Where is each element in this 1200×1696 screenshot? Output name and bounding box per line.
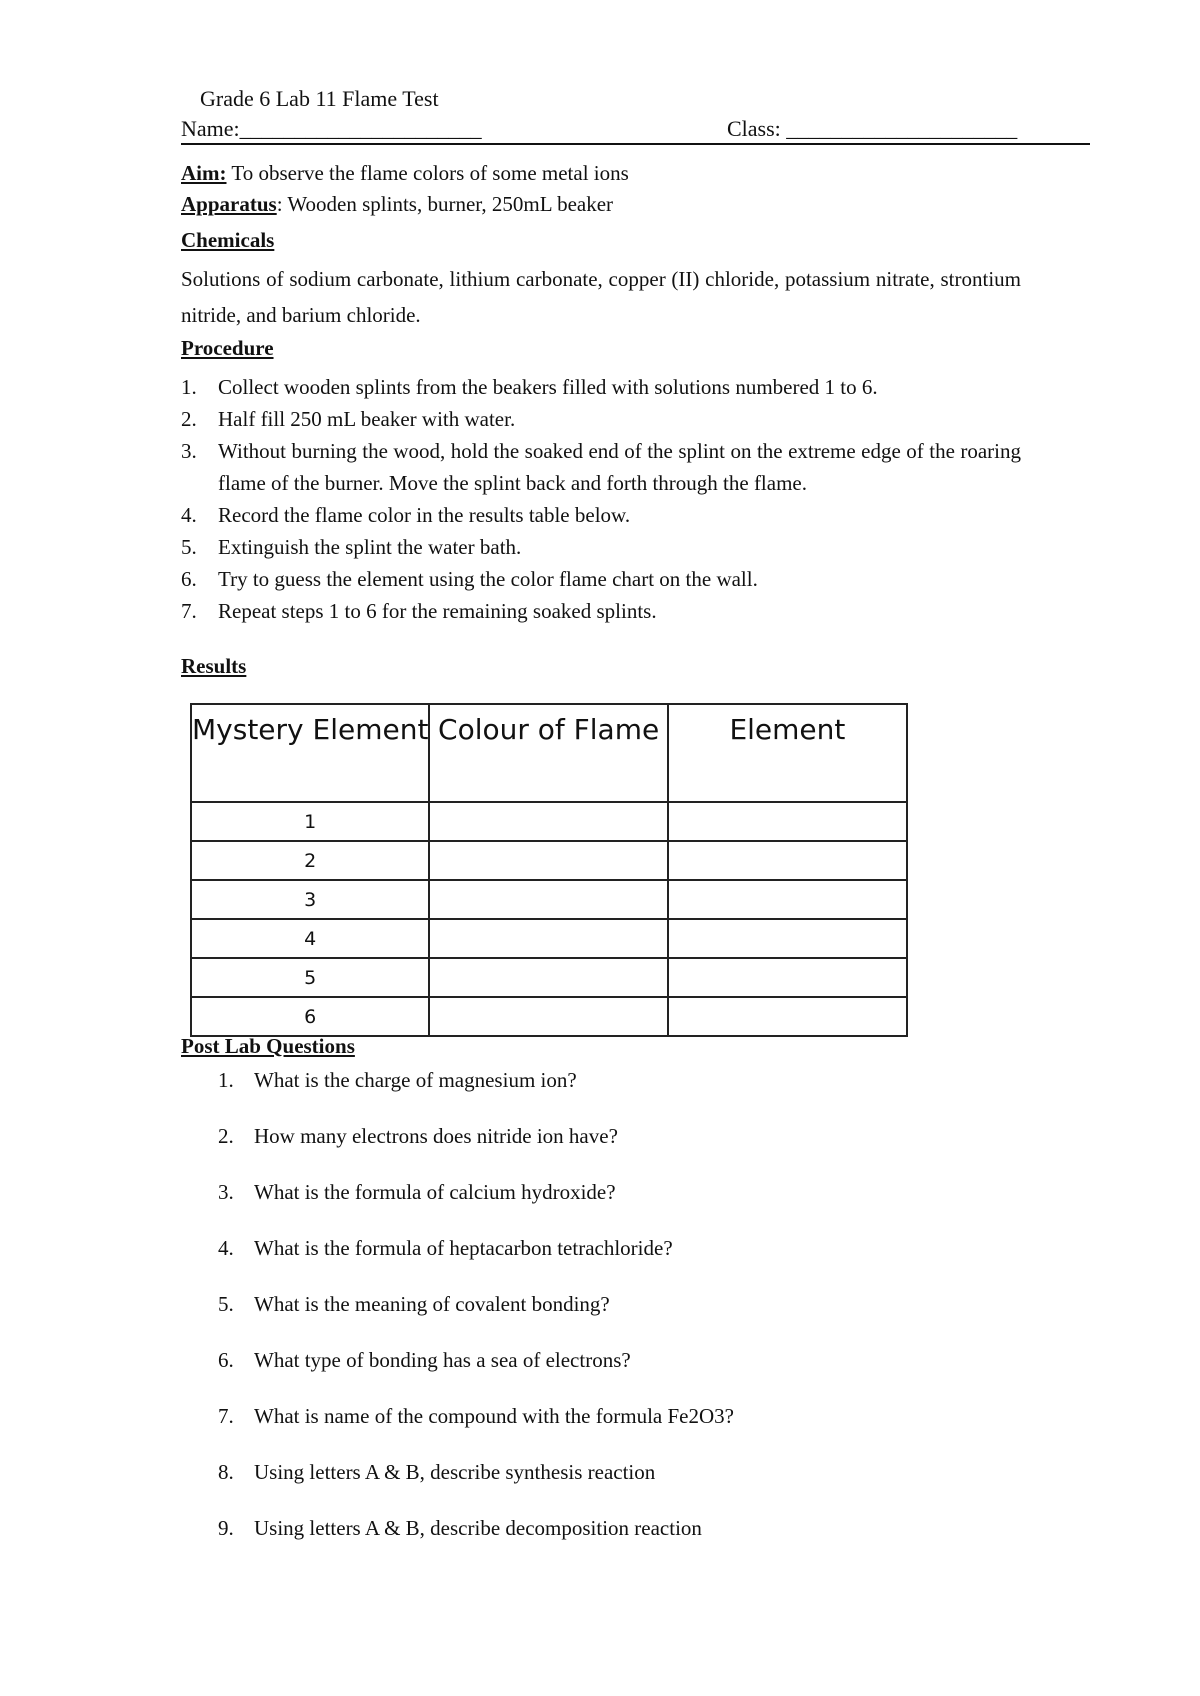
question-item — [218, 1512, 734, 1568]
table-row — [191, 802, 907, 841]
procedure-step — [181, 371, 1021, 403]
colour-cell[interactable] — [429, 841, 667, 880]
question-item — [218, 1064, 734, 1120]
apparatus-text: : Wooden splints, burner, 250mL beaker — [276, 192, 614, 216]
results-table — [190, 703, 908, 1037]
question-item — [218, 1288, 734, 1344]
name-field[interactable]: Name:______________________ — [181, 116, 482, 141]
question-number: 1. — [218, 1068, 234, 1092]
table-header-row — [191, 704, 907, 802]
question-item — [218, 1232, 734, 1288]
procedure-list — [181, 371, 1021, 627]
row-number: 1 — [191, 802, 429, 841]
post-lab-heading: Post Lab Questions — [181, 1034, 355, 1058]
aim-text: To observe the flame colors of some metal ions — [226, 161, 629, 185]
step-text: Record the flame color in the results table below. — [218, 503, 631, 527]
element-cell[interactable] — [668, 958, 907, 997]
table-row — [191, 958, 907, 997]
question-number: 8. — [218, 1460, 234, 1484]
step-text: Extinguish the splint the water bath. — [218, 535, 522, 559]
question-text: What is the meaning of covalent bonding? — [254, 1292, 610, 1316]
procedure-step — [181, 595, 1021, 627]
colour-cell[interactable] — [429, 880, 667, 919]
element-cell[interactable] — [668, 997, 907, 1036]
question-number: 4. — [218, 1236, 234, 1260]
question-number: 2. — [218, 1124, 234, 1148]
question-number: 5. — [218, 1292, 234, 1316]
table-row — [191, 997, 907, 1036]
header-mystery-element: Mystery Element — [191, 704, 429, 802]
row-number: 3 — [191, 880, 429, 919]
question-text: What is the formula of calcium hydroxide? — [254, 1180, 616, 1204]
question-item — [218, 1176, 734, 1232]
colour-cell[interactable] — [429, 997, 667, 1036]
step-number: 7. — [181, 599, 197, 623]
apparatus-section — [181, 192, 613, 217]
header-divider — [181, 143, 1090, 145]
step-number: 1. — [181, 375, 197, 399]
step-number: 2. — [181, 407, 197, 431]
table-row — [191, 880, 907, 919]
element-cell[interactable] — [668, 841, 907, 880]
step-number: 5. — [181, 535, 197, 559]
step-text: Try to guess the element using the color flame chart on the wall. — [218, 567, 758, 591]
colour-cell[interactable] — [429, 958, 667, 997]
question-text: What is name of the compound with the formula Fe2O3? — [254, 1404, 734, 1428]
aim-section — [181, 161, 629, 186]
question-text: What is the formula of heptacarbon tetrachloride? — [254, 1236, 673, 1260]
question-item — [218, 1400, 734, 1456]
row-number: 4 — [191, 919, 429, 958]
colour-cell[interactable] — [429, 919, 667, 958]
results-heading: Results — [181, 654, 247, 678]
step-number: 4. — [181, 503, 197, 527]
question-number: 3. — [218, 1180, 234, 1204]
question-text: Using letters A & B, describe synthesis reaction — [254, 1460, 656, 1484]
element-cell[interactable] — [668, 880, 907, 919]
header-element: Element — [668, 704, 907, 802]
procedure-step — [181, 563, 1021, 595]
step-text: Half fill 250 mL beaker with water. — [218, 407, 516, 431]
procedure-step — [181, 499, 1021, 531]
row-number: 5 — [191, 958, 429, 997]
question-item — [218, 1344, 734, 1400]
row-number: 2 — [191, 841, 429, 880]
step-number: 6. — [181, 567, 197, 591]
row-number: 6 — [191, 997, 429, 1036]
question-number: 9. — [218, 1516, 234, 1540]
question-text: What type of bonding has a sea of electrons? — [254, 1348, 631, 1372]
question-number: 7. — [218, 1404, 234, 1428]
question-item — [218, 1120, 734, 1176]
question-text: What is the charge of magnesium ion? — [254, 1068, 577, 1092]
procedure-step — [181, 435, 1021, 499]
question-number: 6. — [218, 1348, 234, 1372]
colour-cell[interactable] — [429, 802, 667, 841]
element-cell[interactable] — [668, 802, 907, 841]
table-row — [191, 841, 907, 880]
step-text: Repeat steps 1 to 6 for the remaining soaked splints. — [218, 599, 657, 623]
question-text: Using letters A & B, describe decomposition reaction — [254, 1516, 702, 1540]
chemicals-heading: Chemicals — [181, 228, 275, 252]
chemicals-text: Solutions of sodium carbonate, lithium carbonate, copper (II) chloride, potassium nitrate, strontium nitride, and barium chloride. — [181, 267, 1021, 327]
question-text: How many electrons does nitride ion have? — [254, 1124, 618, 1148]
header-colour-of-flame: Colour of Flame — [429, 704, 667, 802]
apparatus-label: Apparatus — [181, 192, 277, 216]
step-text: Collect wooden splints from the beakers filled with solutions numbered 1 to 6. — [218, 375, 878, 399]
aim-label: Aim: — [181, 161, 227, 185]
page-title: Grade 6 Lab 11 Flame Test — [200, 86, 439, 111]
element-cell[interactable] — [668, 919, 907, 958]
step-text: Without burning the wood, hold the soaked end of the splint on the extreme edge of the roaring flame of the burner. Move the splint back and forth through the flame. — [218, 439, 1021, 495]
procedure-step — [181, 403, 1021, 435]
step-number: 3. — [181, 439, 197, 463]
table-row — [191, 919, 907, 958]
question-item — [218, 1456, 734, 1512]
procedure-heading: Procedure — [181, 336, 274, 360]
procedure-step — [181, 531, 1021, 563]
class-field[interactable]: Class: _____________________ — [727, 116, 1018, 141]
post-lab-questions — [218, 1064, 734, 1568]
